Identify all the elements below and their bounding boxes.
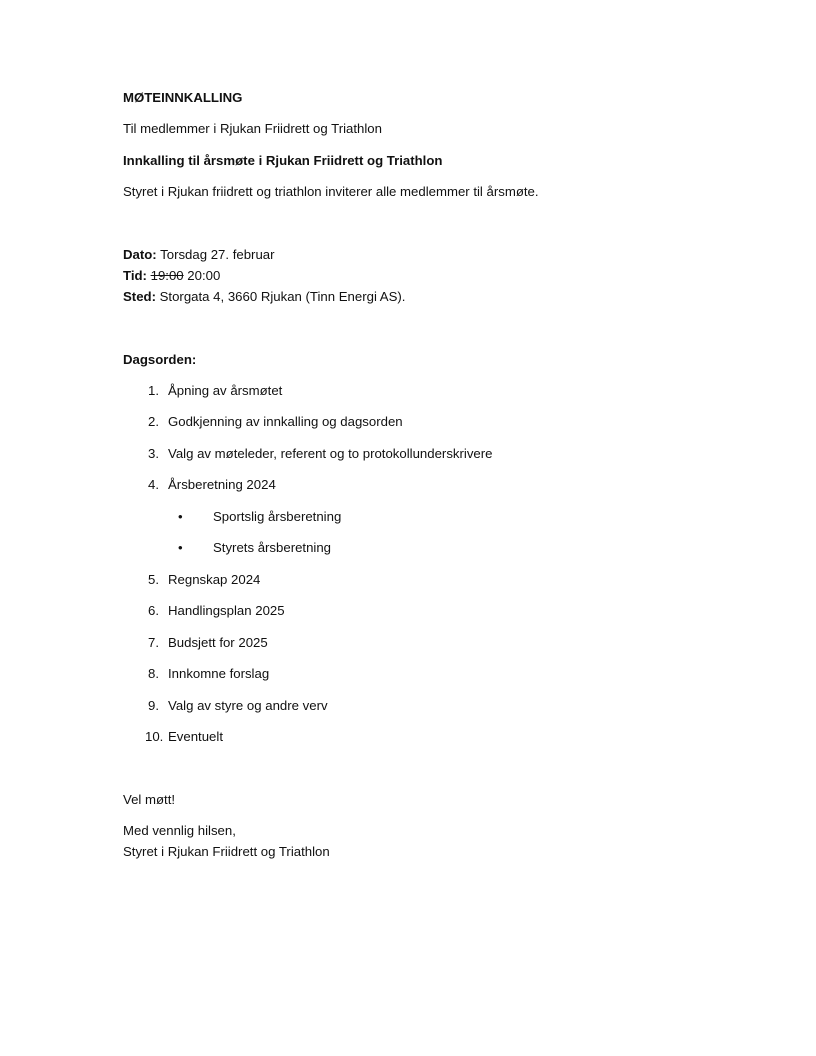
closing-line: Vel møtt!	[123, 792, 176, 807]
agenda-item-number: 10.	[145, 729, 164, 744]
date-value: Torsdag 27. februar	[160, 247, 275, 262]
agenda-item-text: Regnskap 2024	[168, 572, 261, 587]
date-label: Dato:	[123, 247, 157, 262]
time-line	[123, 266, 220, 286]
agenda-item-text: Handlingsplan 2025	[168, 603, 285, 618]
intro-paragraph: Styret i Rjukan friidrett og triathlon inviterer alle medlemmer til årsmøte.	[123, 184, 539, 199]
agenda-subitem-text: Sportslig årsberetning	[213, 509, 342, 524]
document-heading: MØTEINNKALLING	[123, 90, 243, 105]
regards-line: Med vennlig hilsen,	[123, 823, 236, 838]
agenda-item-text: Årsberetning 2024	[168, 477, 276, 492]
agenda-item-text: Valg av møteleder, referent og to protokollunderskrivere	[168, 446, 493, 461]
time-old-value: 19:00	[150, 268, 184, 283]
agenda-item-text: Budsjett for 2025	[168, 635, 268, 650]
agenda-item-text: Eventuelt	[168, 729, 223, 744]
subject-line: Innkalling til årsmøte i Rjukan Friidrett og Triathlon	[123, 153, 443, 168]
time-label: Tid:	[123, 268, 147, 283]
agenda-item-text: Valg av styre og andre verv	[168, 698, 328, 713]
time-new-value: 20:00	[187, 268, 221, 283]
agenda-item-number: 3.	[148, 446, 159, 461]
agenda-title: Dagsorden:	[123, 352, 197, 367]
agenda-item-number: 8.	[148, 666, 159, 681]
date-line	[123, 245, 275, 265]
agenda-item-number: 6.	[148, 603, 159, 618]
agenda-item-number: 9.	[148, 698, 159, 713]
agenda-item-number: 2.	[148, 414, 159, 429]
agenda-item-number: 4.	[148, 477, 159, 492]
place-value: Storgata 4, 3660 Rjukan (Tinn Energi AS).	[159, 289, 406, 304]
agenda-item-text: Innkomne forslag	[168, 666, 270, 681]
agenda-item-number: 1.	[148, 383, 159, 398]
place-label: Sted:	[123, 289, 156, 304]
agenda-item-number: 7.	[148, 635, 159, 650]
place-line	[123, 287, 405, 307]
bullet-icon: •	[178, 540, 183, 555]
agenda-subitem-text: Styrets årsberetning	[213, 540, 332, 555]
bullet-icon: •	[178, 509, 183, 524]
agenda-item-text: Åpning av årsmøtet	[168, 383, 283, 398]
recipients-line: Til medlemmer i Rjukan Friidrett og Triathlon	[123, 121, 382, 136]
agenda-item-number: 5.	[148, 572, 159, 587]
signature-line: Styret i Rjukan Friidrett og Triathlon	[123, 844, 330, 859]
agenda-item-text: Godkjenning av innkalling og dagsorden	[168, 414, 403, 429]
